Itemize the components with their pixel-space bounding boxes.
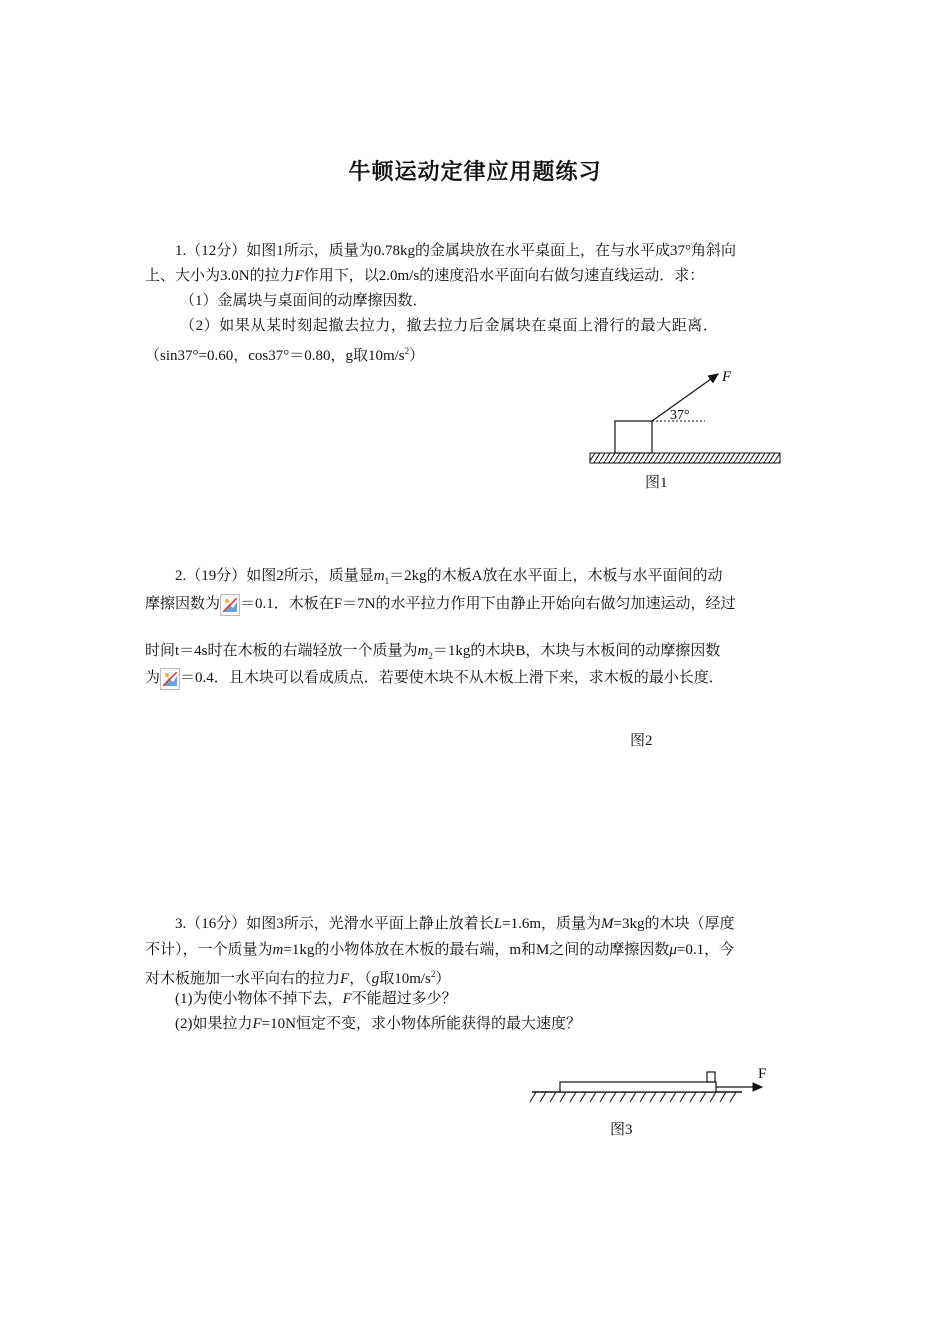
q3-line-2 xyxy=(145,939,734,961)
figure-3-caption: 图3 xyxy=(610,1122,633,1138)
force-label: F xyxy=(758,1066,767,1082)
q3-part-2: (2)如果拉力 xyxy=(175,1016,253,1032)
q1-text: 1.（12分）如图1所示，质量为0.78kg的金属块放在水平桌面上，在与水平成37°角斜向 xyxy=(175,243,737,259)
q2-text: ＝0.1．木板在F＝7N的水平拉力作用下由静止开始向右做匀加速运动，经过 xyxy=(240,596,736,612)
q3-sup: 2 xyxy=(430,969,436,979)
q3-text: 不计），一个质量为 xyxy=(145,942,273,958)
q3-var-F: F xyxy=(340,971,350,987)
q2-line-3 xyxy=(145,640,720,667)
q3-var-M: M xyxy=(601,916,614,932)
q2-line-2 xyxy=(145,593,735,616)
q1-sup: 2 xyxy=(404,346,410,356)
q2-text: ＝1kg的木块B，木块与木板间的动摩擦因数 xyxy=(432,643,721,659)
q3-var-F: F xyxy=(342,991,352,1007)
q3-var-mu: μ xyxy=(669,942,677,958)
q1-text: 上、大小为3.0N的拉力 xyxy=(145,268,295,284)
q2-text: 2.（19分）如图2所示，质量显 xyxy=(175,568,374,584)
q1-text: （sin37°=0.60，cos37°＝0.80，g取10m/s xyxy=(145,348,405,364)
q3-text: =1.6m，质量为 xyxy=(502,916,601,932)
q3-var-m: m xyxy=(272,942,284,958)
figure-1-diagram xyxy=(585,365,785,470)
page-title: 牛顿运动定律应用题练习 xyxy=(348,160,602,185)
q2-line-1 xyxy=(175,565,722,592)
q3-part-1: (1)为使小物体不掉下去， xyxy=(175,991,343,1007)
q2-text: ＝0.4．且木块可以看成质点．若要使木块不从木板上滑下来，求木板的最小长度． xyxy=(180,670,724,686)
q2-line-4 xyxy=(145,667,724,690)
small-object xyxy=(707,1072,715,1082)
q1-line-2 xyxy=(145,265,704,287)
figure-1-caption: 图1 xyxy=(645,475,668,491)
q1-line-1 xyxy=(175,240,736,262)
q2-text: 时间t＝4s时在木板的右端轻放一个质量为 xyxy=(145,643,418,659)
broken-image-icon xyxy=(220,594,240,616)
q1-var-f: F xyxy=(294,268,304,284)
q3-var-g: g xyxy=(371,971,380,987)
wooden-board xyxy=(560,1082,716,1092)
q1-line-5 xyxy=(145,340,424,367)
q2-text: 为 xyxy=(145,670,161,686)
q3-line-3 xyxy=(145,963,450,990)
q1-text: 作用下，以2.0m/s的速度沿水平面向右做匀速直线运动．求： xyxy=(303,268,705,284)
figure-3-diagram xyxy=(530,1062,775,1110)
q1-line-4 xyxy=(180,315,719,337)
figure-2-caption: 图2 xyxy=(630,733,653,749)
q3-text: 取10m/s xyxy=(379,971,431,987)
q3-text: =0.1，今 xyxy=(676,942,735,958)
q1-part-1: （1）金属块与桌面间的动摩擦因数． xyxy=(180,293,428,309)
q1-text: ） xyxy=(409,348,425,364)
q3-text: ，（ xyxy=(349,971,372,987)
broken-image-icon xyxy=(160,668,180,690)
q3-line-4 xyxy=(175,988,457,1010)
q2-sub: 2 xyxy=(428,651,433,661)
angle-label: 37° xyxy=(670,408,690,423)
q2-sub: 1 xyxy=(384,576,390,586)
q3-text: =3kg的木块（厚度 xyxy=(613,916,735,932)
ground-hatch xyxy=(530,1092,736,1102)
force-label: F xyxy=(722,369,732,385)
q1-part-2: （2）如果从某时刻起撤去拉力，撤去拉力后金属块在桌面上滑行的最大距离． xyxy=(180,318,719,334)
q3-text: =10N恒定不变，求小物体所能获得的最大速度？ xyxy=(261,1016,581,1032)
q3-line-1 xyxy=(175,913,734,935)
q3-text: 不能超过多少？ xyxy=(351,991,457,1007)
q3-text: 对木板施加一水平向右的拉力 xyxy=(145,971,341,987)
q3-var-F: F xyxy=(252,1016,262,1032)
q3-var-L: L xyxy=(493,916,503,932)
q3-text: ） xyxy=(435,971,451,987)
q1-line-3 xyxy=(180,290,428,312)
q2-text: 摩擦因数为 xyxy=(145,596,221,612)
q2-var-m2: m xyxy=(417,643,429,659)
q3-line-5 xyxy=(175,1013,581,1035)
q3-text: =1kg的小物体放在木板的最右端，m和M之间的动摩擦因数 xyxy=(283,942,670,958)
q2-text: ＝2kg的木板A放在水平面上，木板与水平面间的动 xyxy=(389,568,723,584)
q2-var-m1: m xyxy=(373,568,385,584)
metal-block xyxy=(615,421,652,453)
ground-hatch xyxy=(590,453,780,463)
q3-text: 3.（16分）如图3所示，光滑水平面上静止放着长 xyxy=(175,916,494,932)
